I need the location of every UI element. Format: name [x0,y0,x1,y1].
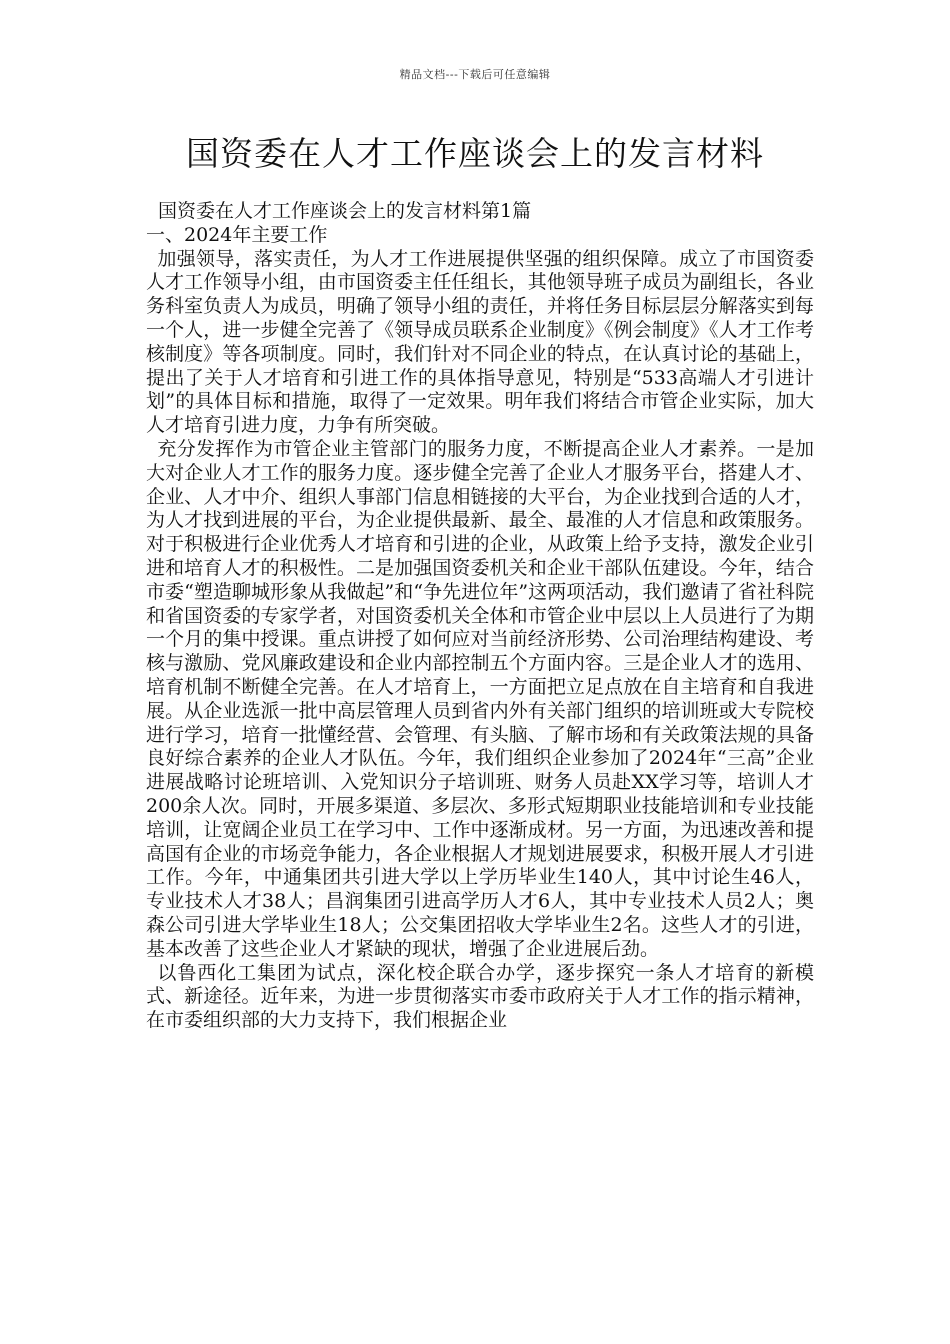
header-note: 精品文档---下载后可任意编辑 [399,68,551,81]
document-body [146,200,814,1033]
document-subtitle: 国资委在人才工作座谈会上的发言材料第1篇 [158,200,532,222]
paragraph-school-enterprise: 以鲁西化工集团为试点，深化校企联合办学，逐步探究一条人才培育的新模式、新途径。近年来，为进一步贯彻落实市委市政府关于人才工作的指示精神，在市委组织部的大力支持下，我们根据企业 [146,961,814,1032]
paragraph-leadership: 加强领导，落实责任，为人才工作进展提供坚强的组织保障。成立了市国资委人才工作领导小组，由市国资委主任任组长，其他领导班子成员为副组长，各业务科室负责人为成员，明确了领导小组的责任，并将任务目标层层分解落实到每一个人，进一步健全完善了《领导成员联系企业制度》《例会制度》《人才工作考核制度》等各项制度。同时，我们针对不同企业的特点，在认真讨论的基础上，提出了关于人才培育和引进工作的具体指导意见，特别是“533高端人才引进计划”的具体目标和措施，取得了一定效果。明年我们将结合市管企业实际，加大人才培育引进力度，力争有所突破。 [146,247,814,437]
document-title: 国资委在人才工作座谈会上的发言材料 [186,134,764,173]
section-heading: 一、2024年主要工作 [146,223,328,246]
paragraph-service: 充分发挥作为市管企业主管部门的服务力度，不断提高企业人才素养。一是加大对企业人才工作的服务力度。逐步健全完善了企业人才服务平台，搭建人才、企业、人才中介、组织人事部门信息相链接的大平台，为企业找到合适的人才，为人才找到进展的平台，为企业提供最新、最全、最准的人才信息和政策服务。对于积极进行企业优秀人才培育和引进的企业，从政策上给予支持，激发企业引进和培育人才的积极性。二是加强国资委机关和企业干部队伍建设。今年，结合市委“塑造聊城形象从我做起”和“争先进位年”这两项活动，我们邀请了省社科院和省国资委的专家学者，对国资委机关全体和市管企业中层以上人员进行了为期一个月的集中授课。重点讲授了如何应对当前经济形势、公司治理结构建设、考核与激励、党风廉政建设和企业内部控制五个方面内容。三是企业人才的选用、培育机制不断健全完善。在人才培育上，一方面把立足点放在自主培育和自我进展。从企业选派一批中高层管理人员到省内外有关部门组织的培训班或大专院校进行学习，培育一批懂经营、会管理、有头脑、了解市场和有关政策法规的具备良好综合素养的企业人才队伍。今年，我们组织企业参加了2024年“三高”企业进展战略讨论班培训、入党知识分子培训班、财务人员赴XX学习等，培训人才200余人次。同时，开展多渠道、多层次、多形式短期职业技能培训和专业技能培训，让宽阔企业员工在学习中、工作中逐渐成材。另一方面，为迅速改善和提高国有企业的市场竞争能力，各企业根据人才规划进展要求，积极开展人才引进工作。今年，中通集团共引进大学以上学历毕业生140人，其中讨论生46人，专业技术人才38人；昌润集团引进高学历人才6人，其中专业技术人员2人；奥森公司引进大学毕业生18人；公交集团招收大学毕业生2名。这些人才的引进，基本改善了这些企业人才紧缺的现状，增强了企业进展后劲。 [146,437,814,960]
